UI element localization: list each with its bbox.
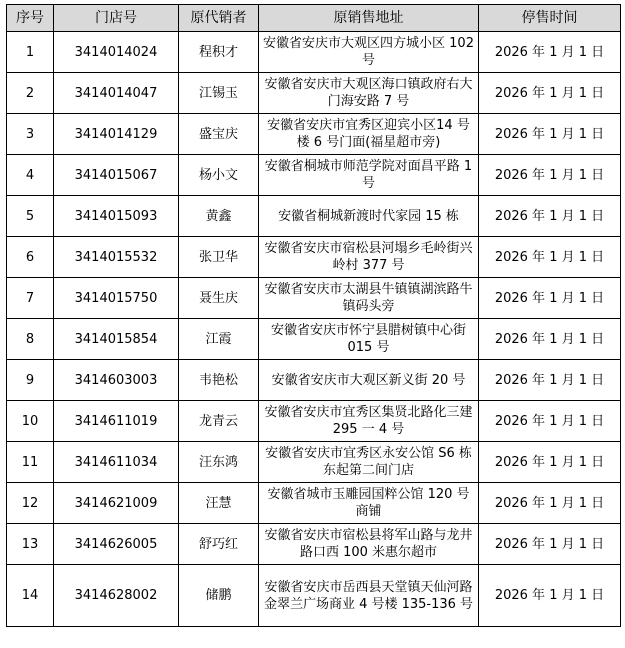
table-row [7,278,621,319]
cell-no: 5 [7,196,54,237]
cell-no: 2 [7,73,54,114]
cell-no: 8 [7,319,54,360]
table-row [7,237,621,278]
cell-no: 12 [7,483,54,524]
cell-store: 3414603003 [54,360,179,401]
header-date: 停售时间 [479,5,621,32]
cell-store: 3414628002 [54,565,179,627]
cell-seller: 龙青云 [179,401,259,442]
table-row [7,360,621,401]
table-row [7,524,621,565]
cell-store: 3414015532 [54,237,179,278]
header-no: 序号 [7,5,54,32]
cell-date: 2026 年 1 月 1 日 [479,483,621,524]
cell-store: 3414611019 [54,401,179,442]
header-seller: 原代销者 [179,5,259,32]
cell-address: 安徽省桐城新渡时代家园 15 栋 [259,196,479,237]
table-row [7,319,621,360]
cell-no: 1 [7,32,54,73]
cell-no: 7 [7,278,54,319]
cell-address: 安徽省城市玉雕园国粹公馆 120 号商铺 [259,483,479,524]
cell-store: 3414014047 [54,73,179,114]
cell-store: 3414015067 [54,155,179,196]
cell-store: 3414621009 [54,483,179,524]
cell-date: 2026 年 1 月 1 日 [479,114,621,155]
cell-seller: 江霞 [179,319,259,360]
cell-seller: 江锡玉 [179,73,259,114]
cell-no: 9 [7,360,54,401]
cell-date: 2026 年 1 月 1 日 [479,442,621,483]
table-row [7,401,621,442]
cell-no: 14 [7,565,54,627]
cell-date: 2026 年 1 月 1 日 [479,565,621,627]
cell-address: 安徽省安庆市宜秀区永安公馆 S6 栋东起第二间门店 [259,442,479,483]
cell-seller: 聂生庆 [179,278,259,319]
table-row [7,483,621,524]
table-body [7,32,621,627]
table-row [7,442,621,483]
cell-date: 2026 年 1 月 1 日 [479,237,621,278]
cell-store: 3414015854 [54,319,179,360]
table-row [7,73,621,114]
cell-date: 2026 年 1 月 1 日 [479,32,621,73]
cell-seller: 张卫华 [179,237,259,278]
cell-seller: 韦艳松 [179,360,259,401]
cell-store: 3414015750 [54,278,179,319]
cell-date: 2026 年 1 月 1 日 [479,73,621,114]
header-address: 原销售地址 [259,5,479,32]
cell-date: 2026 年 1 月 1 日 [479,319,621,360]
cell-store: 3414014024 [54,32,179,73]
cell-address: 安徽省桐城市师范学院对面昌平路 1 号 [259,155,479,196]
cell-no: 6 [7,237,54,278]
cell-seller: 舒巧红 [179,524,259,565]
cell-address: 安徽省安庆市太湖县牛镇镇湖滨路牛镇码头旁 [259,278,479,319]
cell-address: 安徽省安庆市宿松县将军山路与龙井路口西 100 米惠尔超市 [259,524,479,565]
cell-store: 3414014129 [54,114,179,155]
cell-seller: 盛宝庆 [179,114,259,155]
cell-date: 2026 年 1 月 1 日 [479,155,621,196]
cell-store: 3414626005 [54,524,179,565]
cell-address: 安徽省安庆市大观区海口镇政府右大门海安路 7 号 [259,73,479,114]
cell-seller: 程积才 [179,32,259,73]
cell-address: 安徽省安庆市怀宁县腊树镇中心街 015 号 [259,319,479,360]
table-row [7,114,621,155]
table-row [7,32,621,73]
cell-address: 安徽省安庆市大观区四方城小区 102 号 [259,32,479,73]
cell-seller: 黄鑫 [179,196,259,237]
table-row [7,565,621,627]
cell-address: 安徽省安庆市大观区新义街 20 号 [259,360,479,401]
header-row [7,5,621,32]
cell-date: 2026 年 1 月 1 日 [479,360,621,401]
cell-seller: 杨小文 [179,155,259,196]
table-row [7,196,621,237]
cell-date: 2026 年 1 月 1 日 [479,278,621,319]
cell-seller: 汪慧 [179,483,259,524]
cell-no: 13 [7,524,54,565]
cell-address: 安徽省安庆市岳西县天堂镇天仙河路金翠兰广场商业 4 号楼 135-136 号 [259,565,479,627]
store-table [6,4,621,627]
cell-date: 2026 年 1 月 1 日 [479,524,621,565]
cell-store: 3414015093 [54,196,179,237]
cell-no: 3 [7,114,54,155]
cell-store: 3414611034 [54,442,179,483]
cell-no: 4 [7,155,54,196]
cell-address: 安徽省安庆市宜秀区迎宾小区14 号楼 6 号门面(福星超市旁) [259,114,479,155]
header-store: 门店号 [54,5,179,32]
cell-address: 安徽省安庆市宿松县河塌乡毛岭街兴岭村 377 号 [259,237,479,278]
cell-no: 11 [7,442,54,483]
table-header [7,5,621,32]
cell-address: 安徽省安庆市宜秀区集贤北路化三建 295 一 4 号 [259,401,479,442]
cell-seller: 储鹏 [179,565,259,627]
cell-date: 2026 年 1 月 1 日 [479,401,621,442]
cell-date: 2026 年 1 月 1 日 [479,196,621,237]
cell-no: 10 [7,401,54,442]
table-row [7,155,621,196]
cell-seller: 汪东鸿 [179,442,259,483]
